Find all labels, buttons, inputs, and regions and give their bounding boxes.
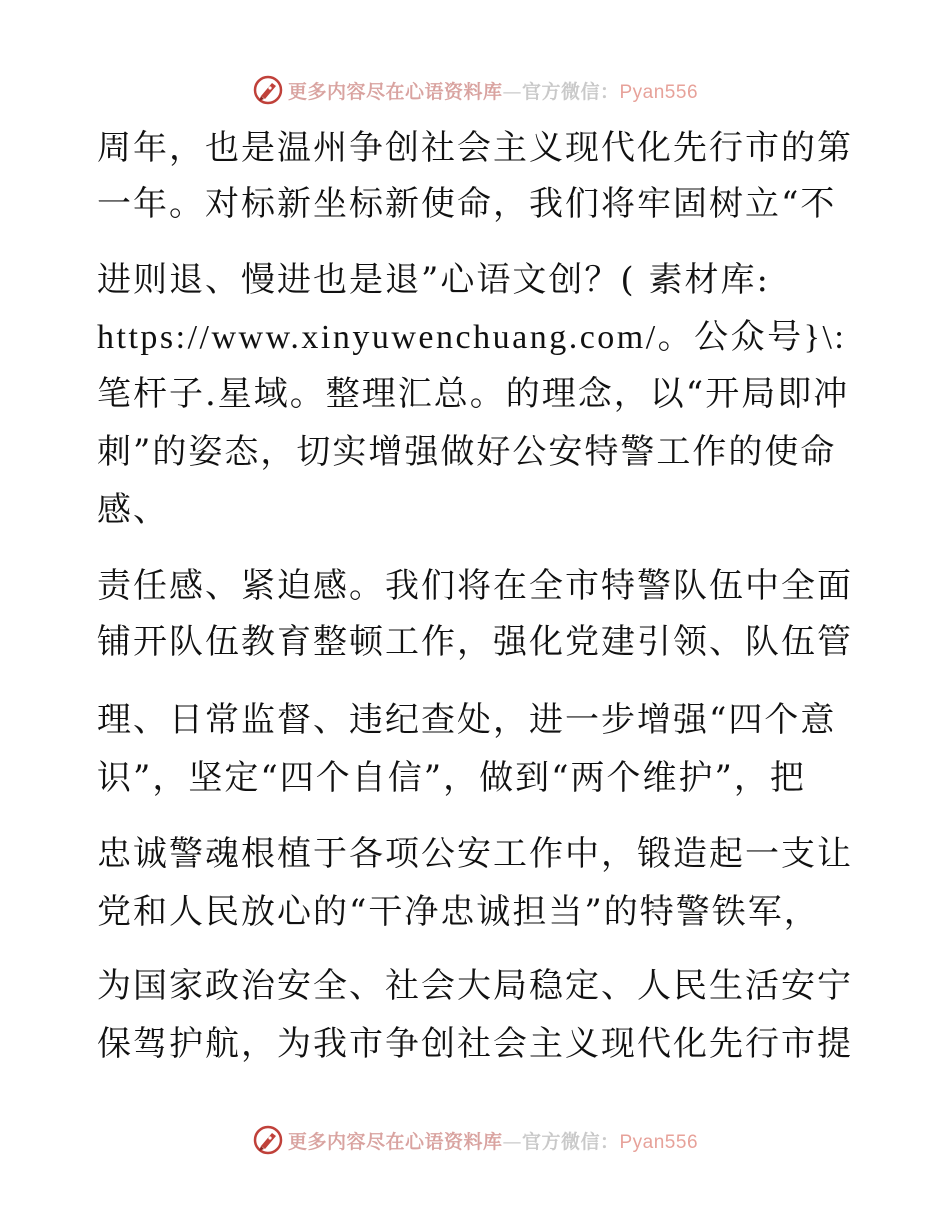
body-line-10: 理、日常监督、违纪查处，进一步增强“四个意 (97, 700, 837, 740)
body-line-9: 铺开队伍教育整顿工作，强化党建引领、队伍管 (97, 622, 853, 662)
body-line-8: 责任感、紧迫感。我们将在全市特警队伍中全面 (97, 566, 853, 606)
body-line-7: 感、 (97, 490, 169, 530)
body-line-11: 识”，坚定“四个自信”，做到“两个维护”，把 (97, 758, 806, 798)
body-line-1: 周年，也是温州争创社会主义现代化先行市的第 (97, 128, 853, 168)
body-line-14: 为国家政治安全、社会大局稳定、人民生活安宁 (97, 966, 853, 1006)
body-line-2: 一年。对标新坐标新使命，我们将牢固树立“不 (97, 184, 837, 224)
header-watermark-banner (0, 72, 950, 108)
footer-site-text: 更多内容尽在心语资料库 (287, 1130, 503, 1153)
header-separator: — (502, 80, 522, 103)
pen-nib-logo-icon (252, 74, 284, 106)
header-wechat-id: Pyan556 (619, 81, 699, 103)
body-line-3: 进则退、慢进也是退”心语文创？( 素材库: (97, 260, 770, 300)
body-line-4: https://www.xinyuwenchuang.com/。公众号}\: (97, 319, 847, 356)
footer-banner-text (288, 1127, 698, 1154)
footer-wechat-label: 官方微信： (521, 1130, 620, 1153)
body-line-5: 笔杆子.星域。整理汇总。的理念，以“开局即冲 (97, 374, 850, 414)
header-banner-text (288, 77, 698, 104)
footer-separator: — (502, 1130, 522, 1153)
footer-wechat-id: Pyan556 (619, 1131, 699, 1153)
header-site-text: 更多内容尽在心语资料库 (287, 80, 503, 103)
header-wechat-label: 官方微信： (521, 80, 620, 103)
body-line-12: 忠诚警魂根植于各项公安工作中，锻造起一支让 (97, 834, 853, 874)
body-line-15: 保驾护航，为我市争创社会主义现代化先行市提 (97, 1024, 853, 1064)
body-line-13: 党和人民放心的“干净忠诚担当”的特警铁军， (97, 892, 820, 932)
body-line-6: 刺”的姿态，切实增强做好公安特警工作的使命 (97, 432, 837, 472)
footer-watermark-banner (0, 1122, 950, 1158)
pen-nib-logo-icon (252, 1124, 284, 1156)
